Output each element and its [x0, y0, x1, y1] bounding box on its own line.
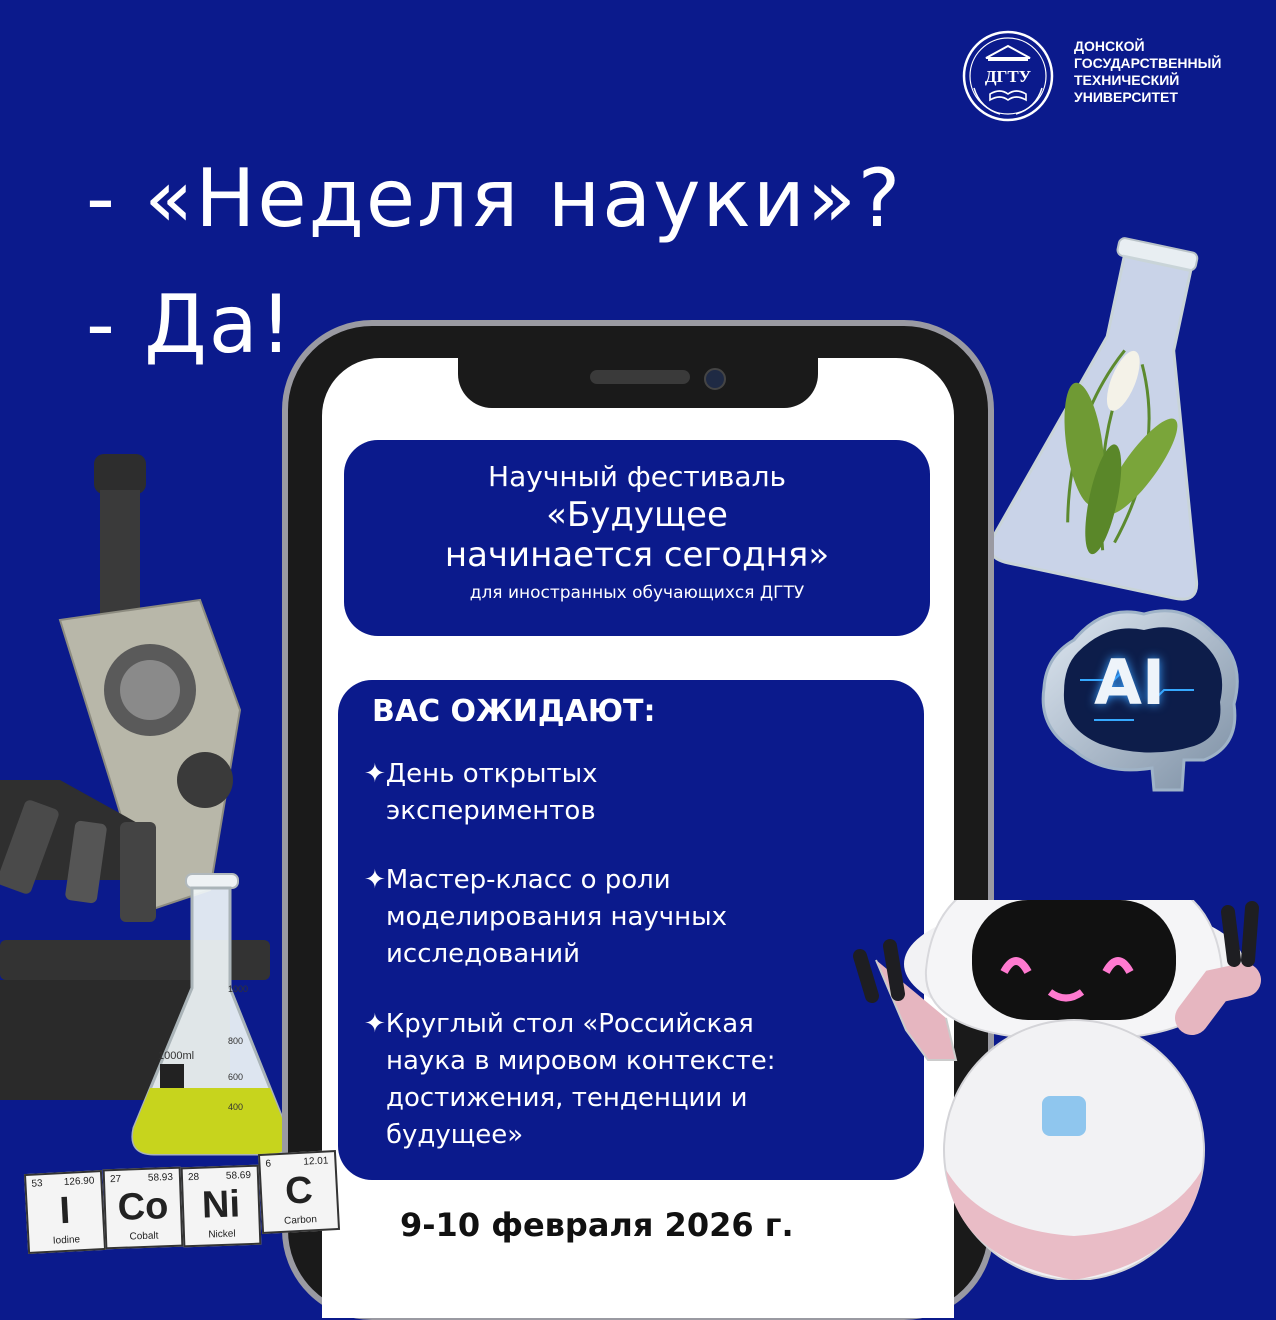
- logo-line-3: ТЕХНИЧЕСКИЙ: [1074, 72, 1180, 88]
- logo-line-1: ДОНСКОЙ: [1074, 38, 1145, 54]
- robot-icon: [836, 900, 1266, 1280]
- flask-volume-label: 1000ml: [158, 1050, 195, 1062]
- flask-tick-800: 800: [228, 1036, 244, 1046]
- phone-notch: [458, 346, 818, 408]
- element-symbol: C: [284, 1169, 314, 1213]
- element-number: 53: [31, 1178, 43, 1190]
- agenda-item-2-line-1: Мастер-класс о роли: [385, 865, 671, 895]
- speaker-grille: [590, 370, 690, 384]
- bullet-star-icon: ✦: [364, 865, 386, 895]
- agenda-item-3-line-2: наука в мировом контексте:: [386, 1046, 776, 1076]
- element-tiles: [26, 1155, 346, 1264]
- agenda-item-1-line-1: День открытых: [385, 759, 598, 789]
- agenda-item: [364, 862, 727, 973]
- festival-line-2: «Будущее: [546, 495, 728, 535]
- element-number: 27: [109, 1173, 122, 1186]
- element-name: Nickel: [208, 1228, 236, 1241]
- festival-card: [344, 440, 930, 636]
- agenda-item: [364, 756, 598, 830]
- agenda-item-2-line-2: моделирования научных: [386, 902, 728, 932]
- element-number: 28: [187, 1171, 200, 1184]
- bullet-star-icon: ✦: [364, 759, 386, 789]
- element-mass: 58.93: [147, 1171, 174, 1184]
- agenda-item-3-line-1: Круглый стол «Российская: [385, 1009, 754, 1039]
- element-mass: 12.01: [303, 1155, 329, 1168]
- agenda-item-2-line-3: исследований: [386, 939, 581, 969]
- element-mass: 126.90: [63, 1175, 95, 1189]
- flask-with-plant-icon: [990, 230, 1240, 610]
- headline-answer: - Да!: [86, 278, 294, 371]
- agenda-item-1-line-2: экспериментов: [386, 796, 596, 826]
- element-symbol: I: [58, 1189, 72, 1233]
- festival-line-1: Научный фестиваль: [488, 460, 786, 493]
- festival-subtitle: для иностранных обучающихся ДГТУ: [469, 583, 805, 603]
- element-number: 6: [265, 1158, 272, 1170]
- element-mass: 58.69: [225, 1169, 252, 1182]
- camera-icon: [704, 368, 726, 390]
- element-tile-iodine: [24, 1170, 106, 1254]
- agenda-heading: ВАС ОЖИДАЮТ:: [372, 694, 656, 729]
- erlenmeyer-flask-icon: [120, 868, 300, 1168]
- flask-tick-400: 400: [228, 1102, 244, 1112]
- headline-question: - «Неделя науки»?: [86, 152, 903, 245]
- element-name: Carbon: [283, 1214, 318, 1227]
- flask-tick-1000: 1000: [228, 984, 249, 994]
- element-name: Iodine: [52, 1234, 81, 1247]
- agenda-item-3-line-4: будущее»: [386, 1120, 524, 1150]
- agenda-item: [364, 1006, 776, 1154]
- ai-brain-icon: [1034, 600, 1248, 796]
- logo-emblem-icon: [960, 28, 1056, 124]
- agenda-item-3-line-3: достижения, тенденции и: [386, 1083, 748, 1113]
- element-tile-nickel: [181, 1165, 262, 1248]
- element-symbol: Ni: [201, 1183, 241, 1227]
- festival-line-3: начинается сегодня»: [444, 535, 830, 575]
- logo-emblem-text: ДГТУ: [984, 67, 1032, 86]
- university-logo: [960, 28, 1260, 128]
- logo-line-4: УНИВЕРСИТЕТ: [1074, 89, 1178, 105]
- element-name: Cobalt: [129, 1230, 159, 1243]
- element-tile-carbon: [258, 1150, 340, 1234]
- event-date: 9-10 февраля 2026 г.: [400, 1206, 794, 1244]
- flask-tick-600: 600: [228, 1072, 244, 1082]
- element-symbol: Co: [116, 1185, 170, 1229]
- bullet-star-icon: ✦: [364, 1009, 386, 1039]
- ai-badge-text: AI: [1094, 646, 1166, 719]
- logo-line-2: ГОСУДАРСТВЕННЫЙ: [1074, 55, 1222, 71]
- element-tile-cobalt: [103, 1167, 184, 1250]
